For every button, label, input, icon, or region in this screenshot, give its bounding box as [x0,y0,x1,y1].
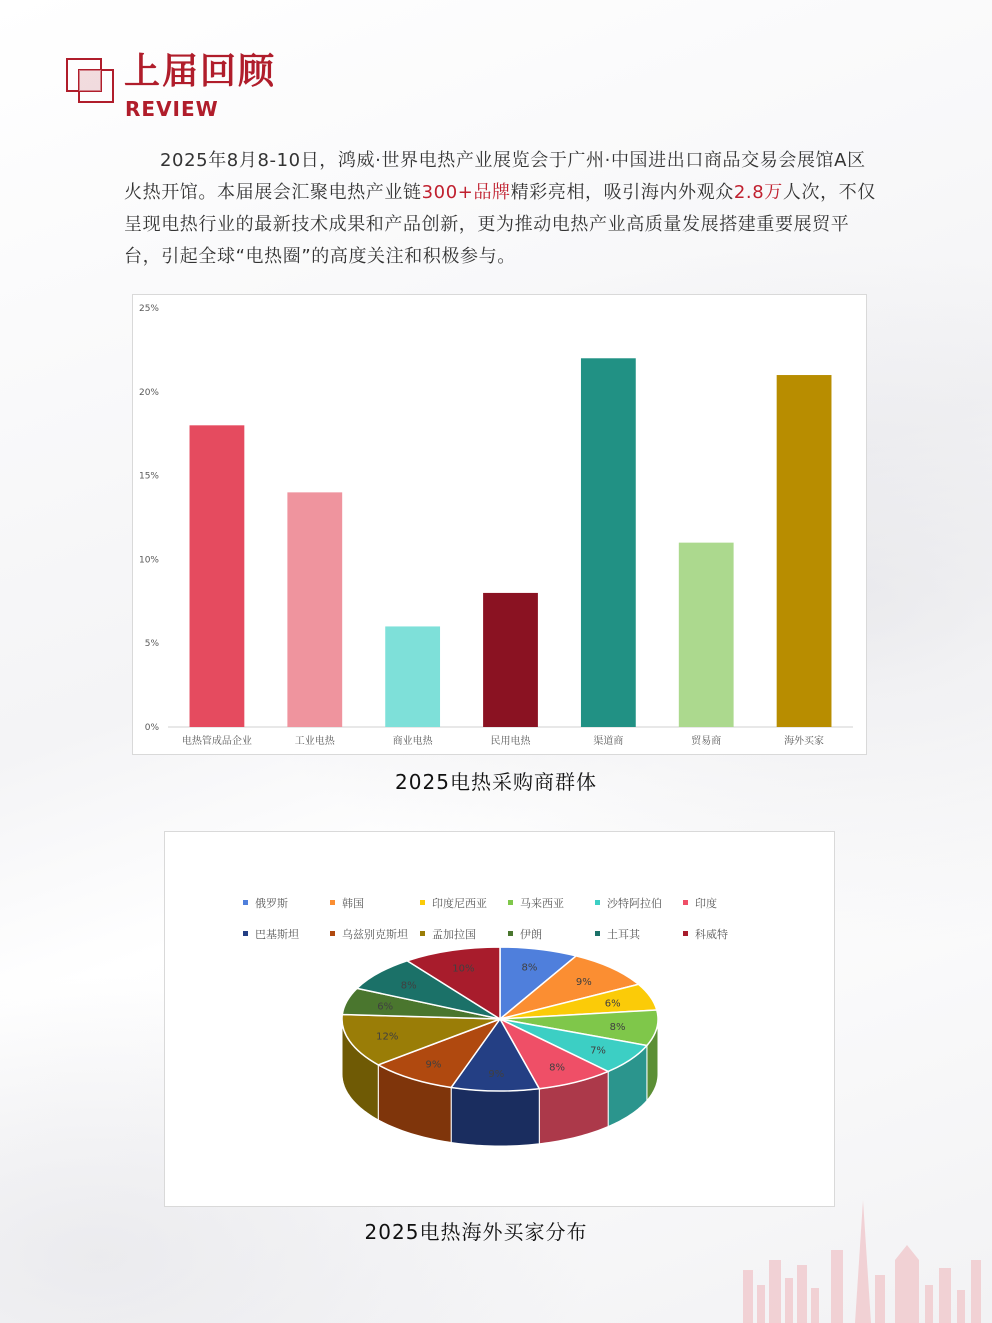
bar [679,543,734,727]
pie-data-label: 12% [376,1031,399,1043]
intro-highlight-visitors: 2.8万 [733,182,783,203]
y-tick-label: 15% [138,471,159,482]
intro-highlight-brands: 300+品牌 [421,182,511,203]
legend-label: 印度 [695,897,717,910]
legend-label: 巴基斯坦 [255,928,299,941]
legend-item [243,927,299,941]
legend-item [330,927,408,941]
legend-label: 乌兹别克斯坦 [342,928,408,941]
overseas-buyer-pie-chart [164,831,835,1207]
x-tick-label: 海外买家 [784,736,825,747]
intro-paragraph [124,145,884,273]
legend-label: 俄罗斯 [255,897,288,910]
pie-data-label: 8% [521,962,538,974]
city-skyline-decoration [735,1190,992,1323]
legend-item [595,896,662,910]
bar [483,593,538,727]
legend-label: 马来西亚 [520,897,564,910]
x-tick-label: 民用电热 [490,736,531,747]
bar [385,626,440,727]
legend-label: 沙特阿拉伯 [607,897,662,910]
intro-text-3: 人次，不仅呈现电热行业的最新技术成果和产品创新，更为推动电热产业高质量发展搭建重要展贸平台，引起全球“电热圈”的高度关注和积极参与。 [124,182,876,267]
pie-data-label: 8% [609,1021,626,1033]
x-tick-label: 渠道商 [593,736,624,747]
pie-data-label: 9% [425,1059,442,1071]
legend-label: 孟加拉国 [432,928,476,941]
legend-swatch [508,900,513,905]
legend-swatch [243,931,248,936]
legend-swatch [243,900,248,905]
y-tick-label: 20% [138,387,159,398]
legend-label: 印度尼西亚 [432,897,487,910]
pie-side [451,1087,539,1146]
legend-item [683,927,728,941]
legend-item [595,927,641,941]
legend-label: 土耳其 [607,928,640,941]
section-subtitle: REVIEW [125,97,219,121]
bar-chart-caption: 2025电热采购商群体 [395,770,597,794]
pie-data-label: 7% [590,1045,606,1057]
bar [287,492,342,727]
y-tick-label: 0% [144,723,159,733]
x-tick-label: 商业电热 [392,736,433,747]
y-tick-label: 5% [144,639,159,650]
bar-chart-svg [133,295,866,754]
x-tick-label: 工业电热 [294,736,335,747]
legend-swatch [330,931,335,936]
legend-swatch [595,931,600,936]
legend-label: 伊朗 [520,928,542,941]
legend-item [243,896,288,910]
pie-data-label: 8% [549,1062,566,1074]
legend-swatch [330,900,335,905]
legend-swatch [683,931,688,936]
legend-label: 科威特 [695,928,728,941]
y-tick-label: 25% [138,304,159,314]
x-tick-label: 贸易商 [691,736,722,747]
pie-data-label: 9% [488,1068,505,1080]
legend-label: 韩国 [342,897,364,910]
pie-data-label: 9% [575,976,592,988]
legend-swatch [595,900,600,905]
legend-swatch [420,931,425,936]
pie-chart-caption: 2025电热海外买家分布 [364,1220,588,1244]
x-tick-label: 电热管成品企业 [181,736,252,747]
legend-swatch [508,931,513,936]
pie-data-label: 6% [604,998,621,1010]
legend-item [330,896,364,910]
buyer-group-bar-chart [132,294,867,755]
intro-text-2: 精彩亮相，吸引海内外观众 [510,182,734,203]
bar [581,358,636,727]
section-title: 上届回顾 [124,51,277,92]
legend-item [420,927,476,941]
pie-data-label: 8% [400,980,417,992]
legend-swatch [420,900,425,905]
pie-data-label: 6% [377,1001,394,1013]
legend-item [508,927,542,941]
legend-item [683,896,717,910]
y-tick-label: 10% [138,555,159,566]
bar [777,375,832,727]
legend-item [420,896,487,910]
pie-chart-svg [165,832,834,1206]
section-logo-icon [66,58,116,104]
bar [190,425,245,727]
legend-swatch [683,900,688,905]
legend-item [508,896,564,910]
pie-data-label: 10% [452,963,475,975]
intro-text-1: 2025年8月8-10日，鸿威·世界电热产业展览会于广州·中国进出口商品交易会展馆A区火热开馆。本届展会汇聚电热产业链 [124,150,866,203]
